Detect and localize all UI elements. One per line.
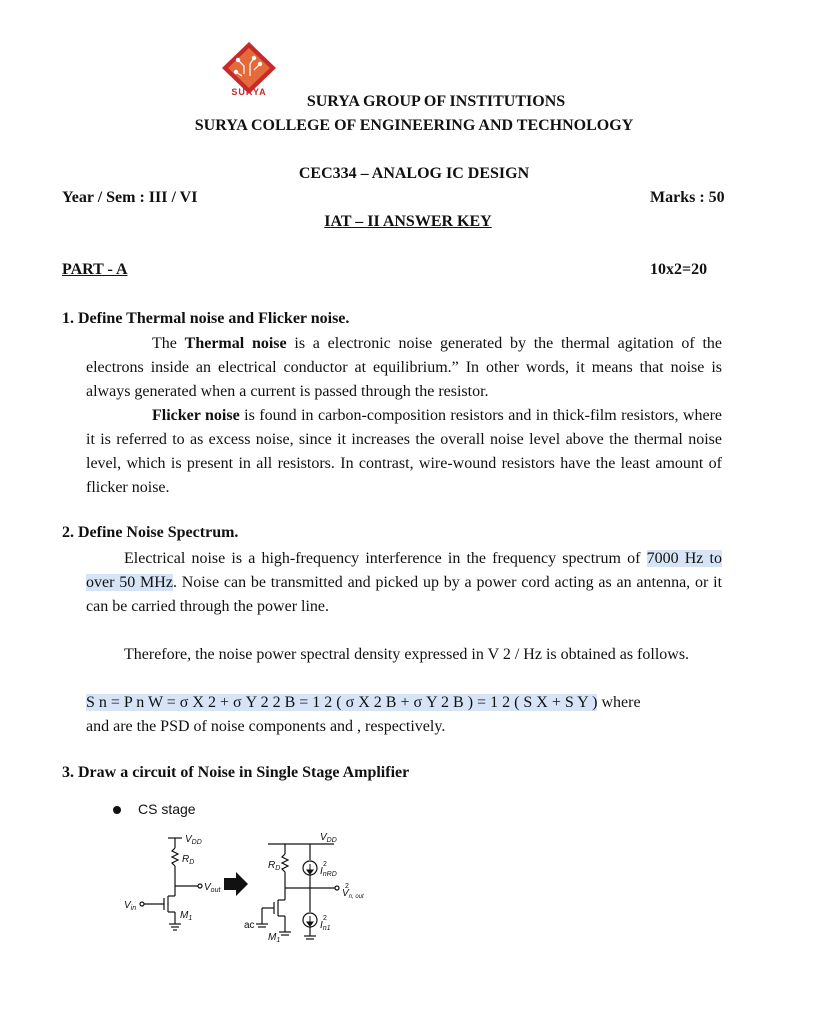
bullet-icon [113, 806, 121, 814]
svg-text:M1 [268, 932, 280, 944]
label-vin-sub: in [130, 905, 137, 912]
frequency-range-highlight: 7000 Hz to over 50 MHz [86, 550, 722, 591]
logo-text: SURYA [231, 87, 267, 97]
psd-formula-line [86, 691, 726, 715]
label-vdd-left-sub: DD [191, 839, 202, 846]
label-vdd-left: V [185, 834, 192, 845]
bullet-cs-stage: CS stage [138, 801, 196, 817]
label-inrd: I [320, 866, 323, 877]
label-m1-right-sub: 1 [276, 937, 281, 944]
label-rd-left: R [182, 854, 190, 865]
flicker-noise-term: Flicker noise [152, 407, 240, 424]
svg-text:ac [244, 920, 255, 931]
label-in1: I [320, 920, 323, 931]
label-rd-right: R [268, 860, 276, 871]
label-m1-right: M [268, 932, 277, 943]
label-m1-left: M [180, 910, 189, 921]
q2-paragraph-3: and are the PSD of noise components and , respectively. [86, 718, 446, 735]
label-vn-out-sq: 2 [345, 883, 349, 890]
label-m1-left-sub: 1 [188, 915, 193, 922]
q1-flicker-paragraph [86, 404, 722, 500]
q2-text-pre: Electrical noise is a high-frequency interference in the frequency spectrum of [124, 550, 647, 567]
q1-thermal-paragraph [86, 332, 722, 404]
label-vin: V [124, 900, 131, 911]
svg-text:RD [268, 860, 280, 872]
institution-name: SURYA GROUP OF INSTITUTIONS [306, 93, 566, 110]
question-2-title: 2. Define Noise Spectrum. [62, 524, 239, 541]
q2-paragraph-1 [86, 547, 722, 619]
q1-text-rest: is a electronic noise generated by the thermal agitation of the electrons inside an electrical conductor at equilibrium.” In other words, it means that noise is always generated when a current is passed through the resistor. [86, 335, 723, 400]
svg-text:VDD [320, 832, 337, 844]
resistor-rd-right [282, 854, 288, 872]
course-title: CEC334 – ANALOG IC DESIGN [298, 165, 530, 182]
vin-terminal [140, 902, 144, 906]
resistor-rd-left [172, 848, 178, 866]
label-rd-left-sub: D [189, 859, 195, 866]
part-marks: 10x2=20 [650, 261, 708, 278]
label-vdd-right: V [320, 832, 327, 843]
svg-text:VDD [185, 834, 202, 846]
psd-formula: S n = P n W = σ X 2 + σ Y 2 2 B = 1 2 ( σ X 2 B + σ Y 2 B ) = 1 2 ( S X + S Y ) [86, 694, 598, 711]
formula-where: where [597, 694, 641, 711]
q2-text-post: . Noise can be transmitted and picked up by a power cord acting as an antenna, or it can be carried through the power line. [86, 574, 723, 615]
q1-text-pre: The [152, 335, 185, 352]
part-title: PART - A [62, 261, 128, 278]
label-vn-out: V [342, 888, 349, 899]
question-1-title: 1. Define Thermal noise and Flicker noise. [62, 310, 350, 327]
label-vn-out-sub: n, out [348, 894, 364, 900]
transform-arrow-icon [224, 872, 248, 896]
total-marks: Marks : 50 [650, 189, 725, 206]
label-vdd-right-sub: DD [326, 837, 337, 844]
thermal-noise-term: Thermal noise [184, 335, 287, 352]
label-ac: ac [244, 920, 255, 931]
label-in1-sq: 2 [323, 915, 327, 922]
year-sem: Year / Sem : III / VI [62, 189, 198, 206]
label-vout: V [204, 882, 211, 893]
q1-flicker-text: is found in carbon-composition resistors and in thick-film resistors, where it is referred to as excess noise, since it increases the overall noise level above the thermal noise level, which is present in all resistors. In contrast, wire-wound resistors have the least amount of flicker noise. [86, 407, 723, 496]
svg-text:Vout [204, 882, 221, 894]
college-name: SURYA COLLEGE OF ENGINEERING AND TECHNOLOGY [194, 117, 634, 134]
vn-out-terminal [335, 886, 339, 890]
svg-text:Vin [124, 900, 136, 912]
svg-text:M1 [180, 910, 192, 922]
label-inrd-sub: nRD [322, 871, 337, 878]
vout-terminal [198, 884, 202, 888]
label-vout-sub: out [210, 887, 221, 894]
svg-text:RD [182, 854, 194, 866]
label-rd-right-sub: D [275, 865, 281, 872]
exam-title: IAT – II ANSWER KEY [324, 213, 492, 230]
cs-stage-noise-circuit [120, 828, 364, 958]
label-in1-sub: n1 [322, 925, 331, 932]
label-inrd-sq: 2 [323, 861, 327, 868]
question-3-title: 3. Draw a circuit of Noise in Single Stage Amplifier [62, 764, 410, 781]
q2-paragraph-2: Therefore, the noise power spectral density expressed in V 2 / Hz is obtained as follows. [124, 646, 690, 663]
